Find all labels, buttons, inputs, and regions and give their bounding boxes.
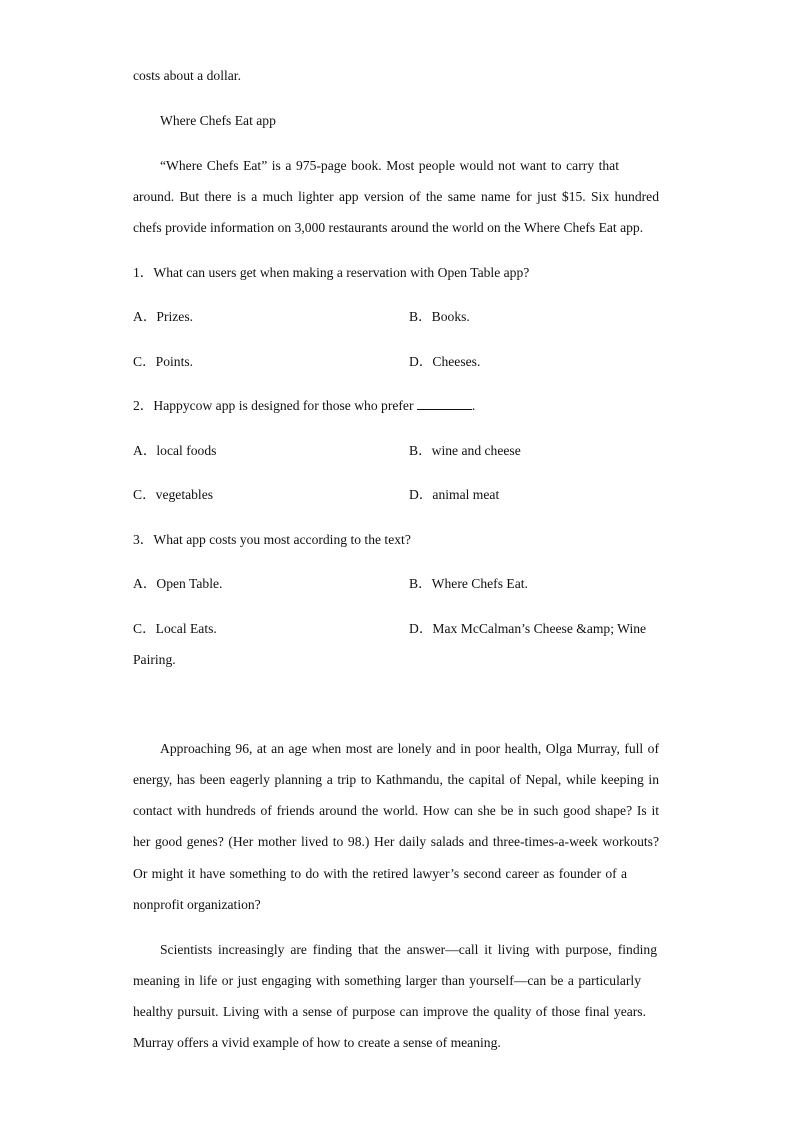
question-stem-row — [133, 397, 475, 415]
question-stem: 3．What app costs you most according to the text? — [133, 532, 411, 547]
intro-tail-text: costs about a dollar. — [133, 68, 241, 83]
passage-line: her good genes? (Her mother lived to 98.) Her daily salads and three-times-a-week workouts? — [133, 834, 659, 849]
question-stem: 2．Happycow app is designed for those who prefer — [133, 398, 414, 413]
chefs-paragraph-line: chefs provide information on 3,000 restaurants around the world on the Where Chefs Eat app. — [133, 220, 644, 235]
answer-option[interactable]: B．Books. — [409, 309, 470, 324]
answer-option[interactable]: A．Open Table. — [133, 576, 223, 591]
answer-option-continuation: Pairing. — [133, 652, 176, 667]
answer-option[interactable]: C．Local Eats. — [133, 621, 217, 636]
chefs-paragraph-line: around. But there is a much lighter app version of the same name for just $15. Six hundred — [133, 189, 659, 204]
answer-option[interactable]: C．vegetables — [133, 487, 214, 502]
answer-option[interactable]: D．Max McCalman’s Cheese &amp; Wine — [409, 621, 647, 636]
answer-option[interactable]: D．animal meat — [409, 487, 500, 502]
passage-line: nonprofit organization? — [133, 897, 261, 912]
passage-line: Murray offers a vivid example of how to create a sense of meaning. — [133, 1035, 501, 1050]
section-heading: Where Chefs Eat app — [160, 113, 276, 128]
passage-line: Approaching 96, at an age when most are lonely and in poor health, Olga Murray, full of — [160, 741, 659, 756]
passage-line: meaning in life or just engaging with something larger than yourself—can be a particularly — [133, 973, 641, 988]
question-stem-end: . — [471, 398, 476, 413]
passage-line: Or might it have something to do with the retired lawyer’s second career as founder of a — [133, 866, 627, 881]
passage-line: healthy pursuit. Living with a sense of purpose can improve the quality of those final years. — [133, 1004, 646, 1019]
answer-option[interactable]: B．Where Chefs Eat. — [409, 576, 528, 591]
answer-option[interactable]: A．local foods — [133, 443, 217, 458]
answer-option[interactable]: C．Points. — [133, 354, 194, 369]
passage-line: energy, has been eagerly planning a trip to Kathmandu, the capital of Nepal, while keeping in — [133, 772, 659, 787]
answer-option[interactable]: A．Prizes. — [133, 309, 194, 324]
answer-option[interactable]: B．wine and cheese — [409, 443, 521, 458]
chefs-paragraph-line: “Where Chefs Eat” is a 975-page book. Most people would not want to carry that — [160, 158, 619, 173]
answer-option[interactable]: D．Cheeses. — [409, 354, 481, 369]
passage-line: contact with hundreds of friends around the world. How can she be in such good shape? Is it — [133, 803, 659, 818]
passage-line: Scientists increasingly are finding that the answer—call it living with purpose, finding — [160, 942, 657, 957]
question-stem: 1．What can users get when making a reservation with Open Table app? — [133, 265, 530, 280]
answer-blank — [417, 397, 472, 410]
